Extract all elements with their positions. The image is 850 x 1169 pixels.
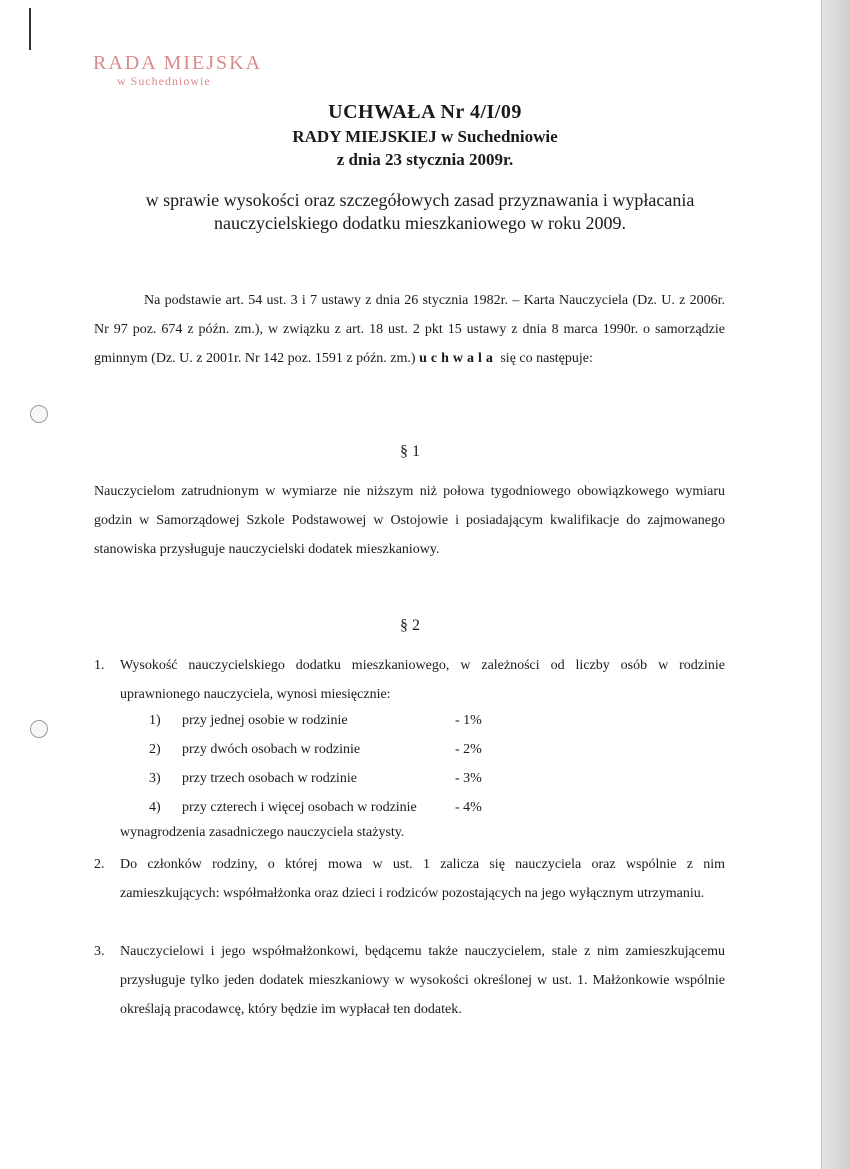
item-number: 1. [94,658,105,673]
rate-row [149,713,482,729]
rate-number: 3) [149,771,161,786]
resolution-issuer: RADY MIEJSKIEJ w Suchedniowie [292,127,558,146]
margin-mark [29,8,31,50]
preamble-resolves: uchwala [419,351,497,366]
section-1-text: Nauczycielom zatrudnionym w wymiarze nie niższym niż połowa tygodniowego obowiązkowego wymiaru godzin w Samorządowej Szkole Podstawowej w Ostojowie i posiadającym kwalifikacje do zajmowanego stanowiska przysługuje nauczycielski dodatek mieszkaniowy. [94,484,725,557]
rate-row [149,800,482,816]
stamp-line-2: w Suchedniowie [117,74,211,88]
item-text: Wysokość nauczycielskiego dodatku mieszkaniowego, w zależności od liczby osób w rodzinie uprawnionego nauczyciela, wynosi miesięcznie: [120,658,725,702]
item-number: 3. [94,944,105,959]
council-stamp [93,52,262,88]
rate-value: - 2% [455,742,482,757]
section-2-item [94,651,725,709]
preamble-ending: się co następuje: [500,351,593,366]
resolution-date: z dnia 23 stycznia 2009r. [336,150,514,169]
item-text: Do członków rodziny, o której mowa w ust. 1 zalicza się nauczyciela oraz wspólnie z nim zamieszkujących: współmałżonka oraz dzieci i rodziców pozostających na jego wyłącznym utrzymaniu. [120,857,725,901]
section-1-heading: § 1 [400,443,420,460]
rate-footnote: wynagrodzenia zasadniczego nauczyciela stażysty. [120,825,405,840]
rate-label: przy jednej osobie w rodzinie [182,713,348,728]
rate-label: przy czterech i więcej osobach w rodzinie [182,800,417,815]
rate-value: - 3% [455,771,482,786]
punch-hole-icon [30,405,48,423]
scan-edge-shadow [822,0,850,1169]
resolution-title: UCHWAŁA Nr 4/I/09 [328,101,522,123]
rate-number: 2) [149,742,161,757]
rate-label: przy dwóch osobach w rodzinie [182,742,361,757]
section-2-heading: § 2 [400,617,420,634]
rate-label: przy trzech osobach w rodzinie [182,771,357,786]
preamble [94,286,725,373]
section-2-item [94,937,725,1024]
item-number: 2. [94,857,105,872]
rate-number: 1) [149,713,161,728]
section-2-item [94,850,725,908]
rate-value: - 4% [455,800,482,815]
punch-hole-icon [30,720,48,738]
stamp-line-1: RADA MIEJSKA [93,52,263,74]
rate-row [149,742,482,758]
item-text: Nauczycielowi i jego współmałżonkowi, będącemu także nauczycielem, stale z nim zamieszkującemu przysługuje tylko jeden dodatek mieszkaniowy w wysokości określonej w ust. 1. Małżonkowie wspólnie określają pracodawcę, który będzie im wypłacał ten dodatek. [120,944,725,1017]
rate-value: - 1% [455,713,482,728]
preamble-text: Na podstawie art. 54 ust. 3 i 7 ustawy z dnia 26 stycznia 1982r. – Karta Nauczyciela (Dz. U. z 2006r. Nr 97 poz. 674 z późn. zm.), w związku z art. 18 ust. 2 pkt 15 ustawy z dnia 8 marca 1990r. o samorządzie gminnym (Dz. U. z 2001r. Nr 142 poz. 1591 z późn. zm.) [94,293,725,366]
resolution-subject: w sprawie wysokości oraz szczegółowych zasad przyznawania i wypłacania nauczycielskiego dodatku mieszkaniowego w roku 2009. [145,190,695,233]
rate-number: 4) [149,800,161,815]
rate-row [149,771,482,787]
